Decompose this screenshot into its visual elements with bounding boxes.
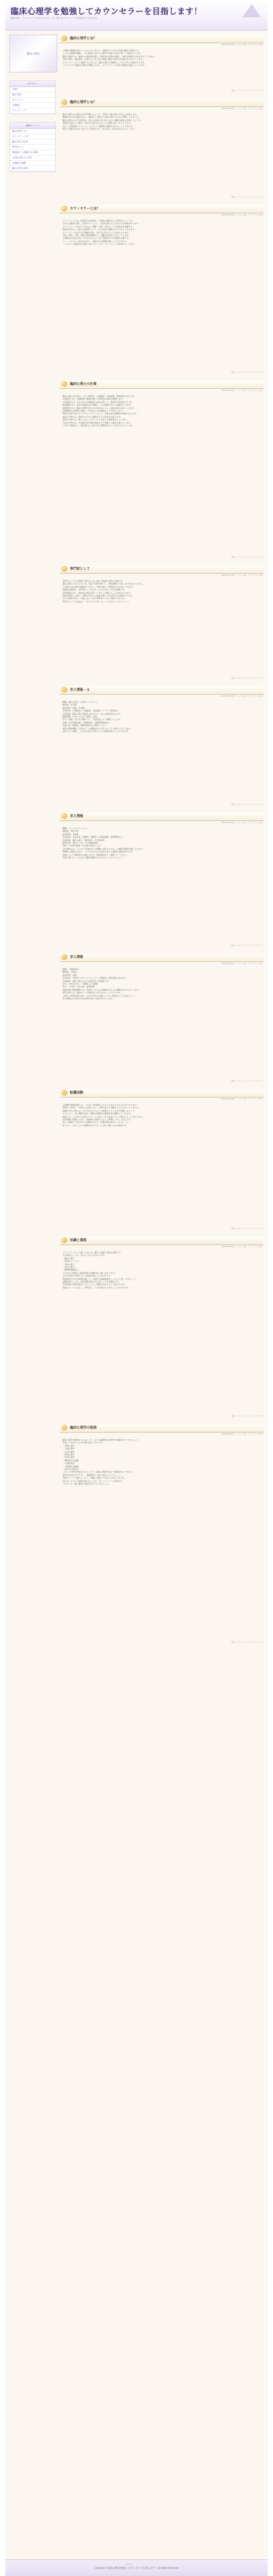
sidebar-link[interactable]: 臨床心理学とは？ <box>10 129 55 134</box>
article-title[interactable]: 転職活動 <box>70 1091 84 1095</box>
sidebar-boxes <box>9 80 56 172</box>
article-title[interactable]: カウンセラーとは？ <box>70 207 101 211</box>
site-catch: 臨床心理士、カウンセラーになるためには？ そして様々なカウンセリング技法を学んで行きます。 <box>11 17 99 19</box>
article-header <box>60 565 264 574</box>
sidebar-box <box>9 80 56 114</box>
article-bullet-icon <box>61 1090 67 1096</box>
article-bullet-icon <box>61 687 67 693</box>
article-header <box>60 686 264 695</box>
article-body: カウンセラーとは、相談者の話を聴き、心理的な援助を行う専門家のことです。 日本では臨床心理士、産業カウンセラー、学校心理士などさまざまな資格があります。 カウンセラーに求められるのは、傾聴・共感・受容といった基本的な姿勢です。 相談者が安心して話せる環境をつくり、自分自身で問題に気づけるよう支えます。 カウンセラー自身も自己理解を深め、常に学び続けることが求められます。 学校、病院、企業、地域の相談機関など、活躍の場は年々広がっています。 心理療法の技法を身につけるためには、長い時間をかけた訓練が必要です。 スーパービジョンを受けながら、実践の中で経験を積むことが大切です。 一人ひとりの相談者に誠実に向き合うことが、カウンセラーの基本だといえます。 <box>63 219 140 246</box>
article-bullet-icon <box>61 1425 67 1431</box>
sidebar-box <box>9 122 56 172</box>
article-footer-links[interactable]: 固定リンク｜コメント｜トラックバック <box>231 90 262 92</box>
article-bullet-icon <box>61 35 67 41</box>
article-meta: 2008年03月26日 コメント(0) トラックバック(0) <box>221 1098 262 1100</box>
sidebar-banner <box>9 35 57 72</box>
article-footer-links[interactable]: 固定リンク｜コメント｜トラックバック <box>231 1641 262 1643</box>
article-meta: 2008年03月27日 コメント(0) トラックバック(0) <box>221 963 262 965</box>
article-footer-links[interactable]: 固定リンク｜コメント｜トラックバック <box>231 1080 262 1082</box>
article <box>60 35 264 92</box>
article-title[interactable]: 求人情報 <box>70 814 84 818</box>
article-bullet-icon <box>61 813 67 819</box>
article-header <box>60 1236 264 1245</box>
article-meta: 2008年03月31日 コメント(0) トラックバック(0) <box>221 390 262 392</box>
article-bullet-icon <box>61 566 67 572</box>
sidebar-link[interactable]: カウンセリング <box>10 108 55 114</box>
article-footer-links[interactable]: 固定リンク｜コメント｜トラックバック <box>231 804 262 806</box>
article <box>60 812 264 947</box>
article-bullet-icon <box>61 1237 67 1243</box>
sidebar-link[interactable]: 資格取得・心理職の求人情報 <box>10 150 55 156</box>
sidebar-box-heading: カテゴリー <box>10 81 55 87</box>
article-meta: 2008年03月28日 コメント(0) トラックバック(0) <box>221 822 262 824</box>
article-bullet-icon <box>61 954 67 960</box>
article-bullet-icon <box>61 205 67 211</box>
article <box>60 205 264 374</box>
page-frame <box>5 0 268 2575</box>
article-footer-links[interactable]: 固定リンク｜コメント｜トラックバック <box>231 677 262 679</box>
article-title[interactable]: 求人情報 - 1 <box>70 688 90 692</box>
article-meta: 2008年03月29日 コメント(0) トラックバック(0) <box>221 695 262 697</box>
article-title[interactable]: 臨床心理学とは？ <box>70 37 97 41</box>
article-body: 臨床心理学を勉強するにあたって、まずは基礎的な心理学の知識を身につけましょう。 学習しておきたい主な分野は次のとおりです。 ・発達心理学 ・人格心理学 ・社会心理学 ・認知心理学 ・学習心理学 ・精神医学の基礎 ・心理検査法 ・心理療法の理論 ・統計学と研究法 これらの分野を体系的に学ぶことで、臨床の現場で役立つ知識が身につきます。 教科書を読むだけでなく、事例研究にも取り組むとよいでしょう。 実際のケースに触れることで、理論と実践のつながりが見えてきます。 毎日少しずつでも勉強を続けることが、カウンセラーへの近道です。 これからも一緒に臨床心理学を学んでいきましょう。 <box>63 1439 140 1486</box>
article-header <box>60 1424 264 1433</box>
article <box>60 686 264 806</box>
article-meta: 2008年03月30日 コメント(0) トラックバック(0) <box>221 574 262 576</box>
sidebar <box>9 35 56 172</box>
article-body: カウンセラーとして働くためには、幅広い知識と資格が必要です。 主な資格としては、次のようなものがあります。 ・臨床心理士 ・産業カウンセラー ・学校心理士 ・認定心理士 ・精神保健福祉士 それぞれの資格には取得条件や試験内容に違いがあります。 自分が目指す分野に合った資格を選ぶことが大切です。 資格取得のための勉強を通して、心理学の基礎知識をしっかりと身につけましょう。 試験対策としては、過去問題を繰り返し解くことが効果的です。 学習仲間と事例を検討し合うことも、理解を深めるうえで役立ちます。 資格はゴールではなく、専門家としての出発点だと考えることが大切です。 <box>63 1251 138 1289</box>
article-title[interactable]: 求人情報 <box>70 955 84 959</box>
sidebar-link[interactable]: 心理療法の種類 <box>10 161 55 166</box>
article-meta: 2008年04月03日 コメント(0) トラックバック(0) <box>221 44 262 46</box>
article <box>60 953 264 1082</box>
article-meta: 2008年04月02日 コメント(0) トラックバック(0) <box>221 108 262 110</box>
article-body: 臨床心理学は心理学の応用分野のひとつで、実際の人間の悩みや苦しみを扱います。 精神医学や社会福祉学など、隣接する分野とも密接に関わりながら発展してきました。 臨床心理学の大きな特徴は、個人の内面に寄り添いながら問題の解決を目指すことです。 相談者の話をよく聴き、気持ちを受け止めることが援助の第一歩となります。 また、心理検査やアセスメントによって客観的な理解を深めることも大切です。 研究と実践の両方を大切にする学問であり、常に新しい知見が求められています。 <box>63 113 142 131</box>
sidebar-link[interactable]: 心理学 <box>10 87 55 92</box>
sidebar-box-heading: 最新エントリ <box>10 123 55 129</box>
sidebar-link[interactable]: 臨床心理士の仕事 <box>10 140 55 145</box>
article-body: 職種：臨床心理士（心理カウンセラー） 勤務地：東京都 雇用形態：常勤・非常勤 仕事内容：心理検査、心理面接、家族相談、デイケア業務ほか 応募資格：臨床心理士資格をお持ちの方、または取得見込みの方 勤務時間：9:00〜17:00（週休二日制） 給与：経験・能力を考慮のうえ、当院規定により優遇いたします 待遇：社会保険完備、交通費支給、各種研修制度あり 応募方法：履歴書、職務経歴書をご郵送ください 病院や相談機関、学校など、心理職の求人は年々少しずつ増えてきています。 条件をよく確認し、自分の目指す分野に合った職場を探すことが大切です。 <box>63 701 133 733</box>
article <box>60 380 264 558</box>
article-title[interactable]: 臨床心理学の勉強 <box>70 1426 97 1430</box>
article-footer-links[interactable]: 固定リンク｜コメント｜トラックバック <box>231 1415 262 1417</box>
site-footer <box>5 2559 268 2576</box>
article-footer-links[interactable]: 固定リンク｜コメント｜トラックバック <box>231 372 262 374</box>
sidebar-link[interactable]: カウンセラーとは？ <box>10 134 55 140</box>
article <box>60 1424 264 1643</box>
article <box>60 565 264 679</box>
sidebar-link[interactable]: カウンセラー <box>10 98 55 103</box>
sidebar-link[interactable]: 大学院の選び方と学習 <box>10 156 55 161</box>
article-body: 職種：スクールカウンセラー 勤務地：神奈川県 雇用形態：非常勤 仕事内容：児童生徒・保護者・教職員への相談援助、研修講師など 応募資格：臨床心理士、精神科医、大学教員等 勤務日数：週1日〜2日（1日8時間程度） 時給：5,000円程度（自治体の規定による） 学校現場では、いじめや不登校などの問題に対応するため、心理職の配置が進んでいます。 教職員と連携しながら、子どもたちの心の成長を支える重要な役割を担います。 地域によって勤務条件が異なるため、募集要項をよく確認してください。 応募の際には、これまでの臨床経験をまとめておくとよいでしょう。 <box>63 827 144 860</box>
article-bullet-icon <box>61 99 67 105</box>
header-decoration-icon <box>242 4 261 17</box>
article-body: 職種：心理相談員 勤務地：大阪府 雇用形態：常勤 仕事内容：来談者へのカウンセリング、心理検査、相談記録の作成など 応募資格：臨床心理士または心理学系大学院修了者 給与：月給22万円〜（経験により優遇） 休日：土日祝、年末年始、夏季休暇 福祉施設や相談機関では、地域の人々の心の健康を支える心理職が求められています。 採用の際には、面接やケース検討などが行われることもあります。 日頃から事例を振り返り、自分の考えを言葉にしておく練習をしておきましょう。 求人情報は大学院や学会の掲示板でも紹介されています。 <box>63 968 140 1000</box>
sidebar-link[interactable]: 臨床心理学の研究 <box>10 166 55 172</box>
article-meta: 2008年03月24日 コメント(0) トラックバック(0) <box>221 1433 262 1435</box>
article-header <box>60 812 264 821</box>
article <box>60 1236 264 1417</box>
sidebar-link[interactable]: 専門家として <box>10 145 55 150</box>
sidebar-banner-text: 臨床心理学 <box>27 51 40 55</box>
article-title[interactable]: 臨床心理士の仕事 <box>70 382 97 386</box>
article-header <box>60 98 264 107</box>
article-header <box>60 35 264 43</box>
article <box>60 1089 264 1230</box>
article-header <box>60 205 264 213</box>
article-meta: 2008年03月25日 コメント(0) トラックバック(0) <box>221 1246 262 1248</box>
article-header <box>60 1089 264 1098</box>
article-footer-links[interactable]: 固定リンク｜コメント｜トラックバック <box>231 945 262 947</box>
article-title[interactable]: 臨床心理学とは？ <box>70 100 97 104</box>
article-body: 心理職の転職活動では、これまでの経験をどのように活かせるかが大切になります。 病院から学校へ、学校から企業へなど、分野を変えて活躍する人も少なくありません。 転職を考える際には、まず自分がどのような援助をしたいのかを整理しましょう。 そのうえで、求人情報を集め、職場の雰囲気や勤務条件を確認していきます。 面接では、これまでに担当したケースや身につけた技法について聞かれることがあります。 守秘義務に配慮しながら、具体的に説明できるよう準備しておくと安心です。 新しい職場でも学び続ける姿勢を忘れず、経験を積み重ねていきましょう。 焦らずに、自分に合った職場を見つけることが長く働くための秘訣です。 <box>63 1104 144 1127</box>
article-footer-links[interactable]: 固定リンク｜コメント｜トラックバック <box>231 1228 262 1230</box>
site-title[interactable]: 臨床心理学を勉強してカウンセラーを目指します！ <box>11 7 202 16</box>
article-body: 心理的な問題を抱えている人たちに対して、援助を行うための学問が臨床心理学です。 人の心の問題を理解し、その解決に向けて心理学の知識と技法を用いて支援を行います。 臨床心理学では、面接や心理検査を通じて相談者の状態を把握し、適切な援助の方法を考えていきます。 学校や病院、福祉施設、企業などさまざまな場面で臨床心理学の知識が活かされています。 カウンセラーとして活動するためには、臨床心理学の基礎をしっかりと学ぶ必要があります。 このブログでは臨床心理学を勉強しながら、カウンセラーを目指す過程を記録していきます。 <box>63 49 156 67</box>
article-footer-links[interactable]: 固定リンク｜コメント｜トラックバック <box>231 196 262 198</box>
article-bullet-icon <box>61 381 67 387</box>
sidebar-link[interactable]: 心理療法 <box>10 103 55 108</box>
pagination[interactable]: « 1 2 » <box>125 2563 133 2565</box>
site-header <box>5 0 268 31</box>
article-footer-links[interactable]: 固定リンク｜コメント｜トラックバック <box>231 556 262 558</box>
article <box>60 98 264 198</box>
article-title[interactable]: 知識と資格 <box>70 1238 87 1242</box>
copyright: Copyright © 臨床心理学を勉強してカウンセラーを目指します！ All Rights Reserved. <box>94 2567 179 2569</box>
article-meta: 2008年04月01日 コメント(0) トラックバック(0) <box>221 214 262 216</box>
article-body: 専門家として心の援助に携わるには、確かな知識と技術が必要です。 臨床心理士になるためには、指定大学院を修了し、資格試験に合格しなければなりません。 大学院では心理学の理論だけでなく、実習を通して実践的な力を身につけます。 倫理的な配慮も、専門家として欠かすことのできない大切な要素です。 守秘義務を守り、相談者の利益を第一に考えて行動することが求められます。 資格を取得した後も、研修や学会への参加を通して学び続ける必要があります。 自分の限界を知り、必要に応じて他の専門家につなぐ判断も大切です。 専門家としての成長は、一生をかけて続いていくものだといえるでしょう。 <box>63 580 145 603</box>
article-body: 臨床心理士の仕事は、主に心理査定、心理面接、地域援助、調査研究の四つです。 心理査定では、心理検査や面接を通して相談者の状態を理解します。 心理面接では、さまざまな心理療法の技法を用いて、相談者の回復を支えます。 地域援助では、学校や地域社会と連携し、心の健康を支える活動を行います。 調査研究では、臨床の現場で得られた知見をもとに、援助の質を高めていきます。 医療機関では医師と連携し、患者さんの心理的なケアを担当します。 教育の分野ではスクールカウンセラーとして、児童生徒や保護者の相談に応じます。 福祉の分野では、障害のある方や高齢者とその家族を支援します。 産業の分野では、働く人のメンタルヘルスを支える役割を担っています。 司法の分野では、家庭裁判所や矯正施設などで活動する臨床心理士もいます。 いずれの場面でも、相談者の心に寄り添う姿勢が何よりも大切にされています。 <box>63 395 138 427</box>
article-header <box>60 380 264 389</box>
sidebar-link[interactable]: 臨床心理学 <box>10 92 55 98</box>
article-header <box>60 953 264 962</box>
article-title[interactable]: 専門家として <box>70 567 91 571</box>
